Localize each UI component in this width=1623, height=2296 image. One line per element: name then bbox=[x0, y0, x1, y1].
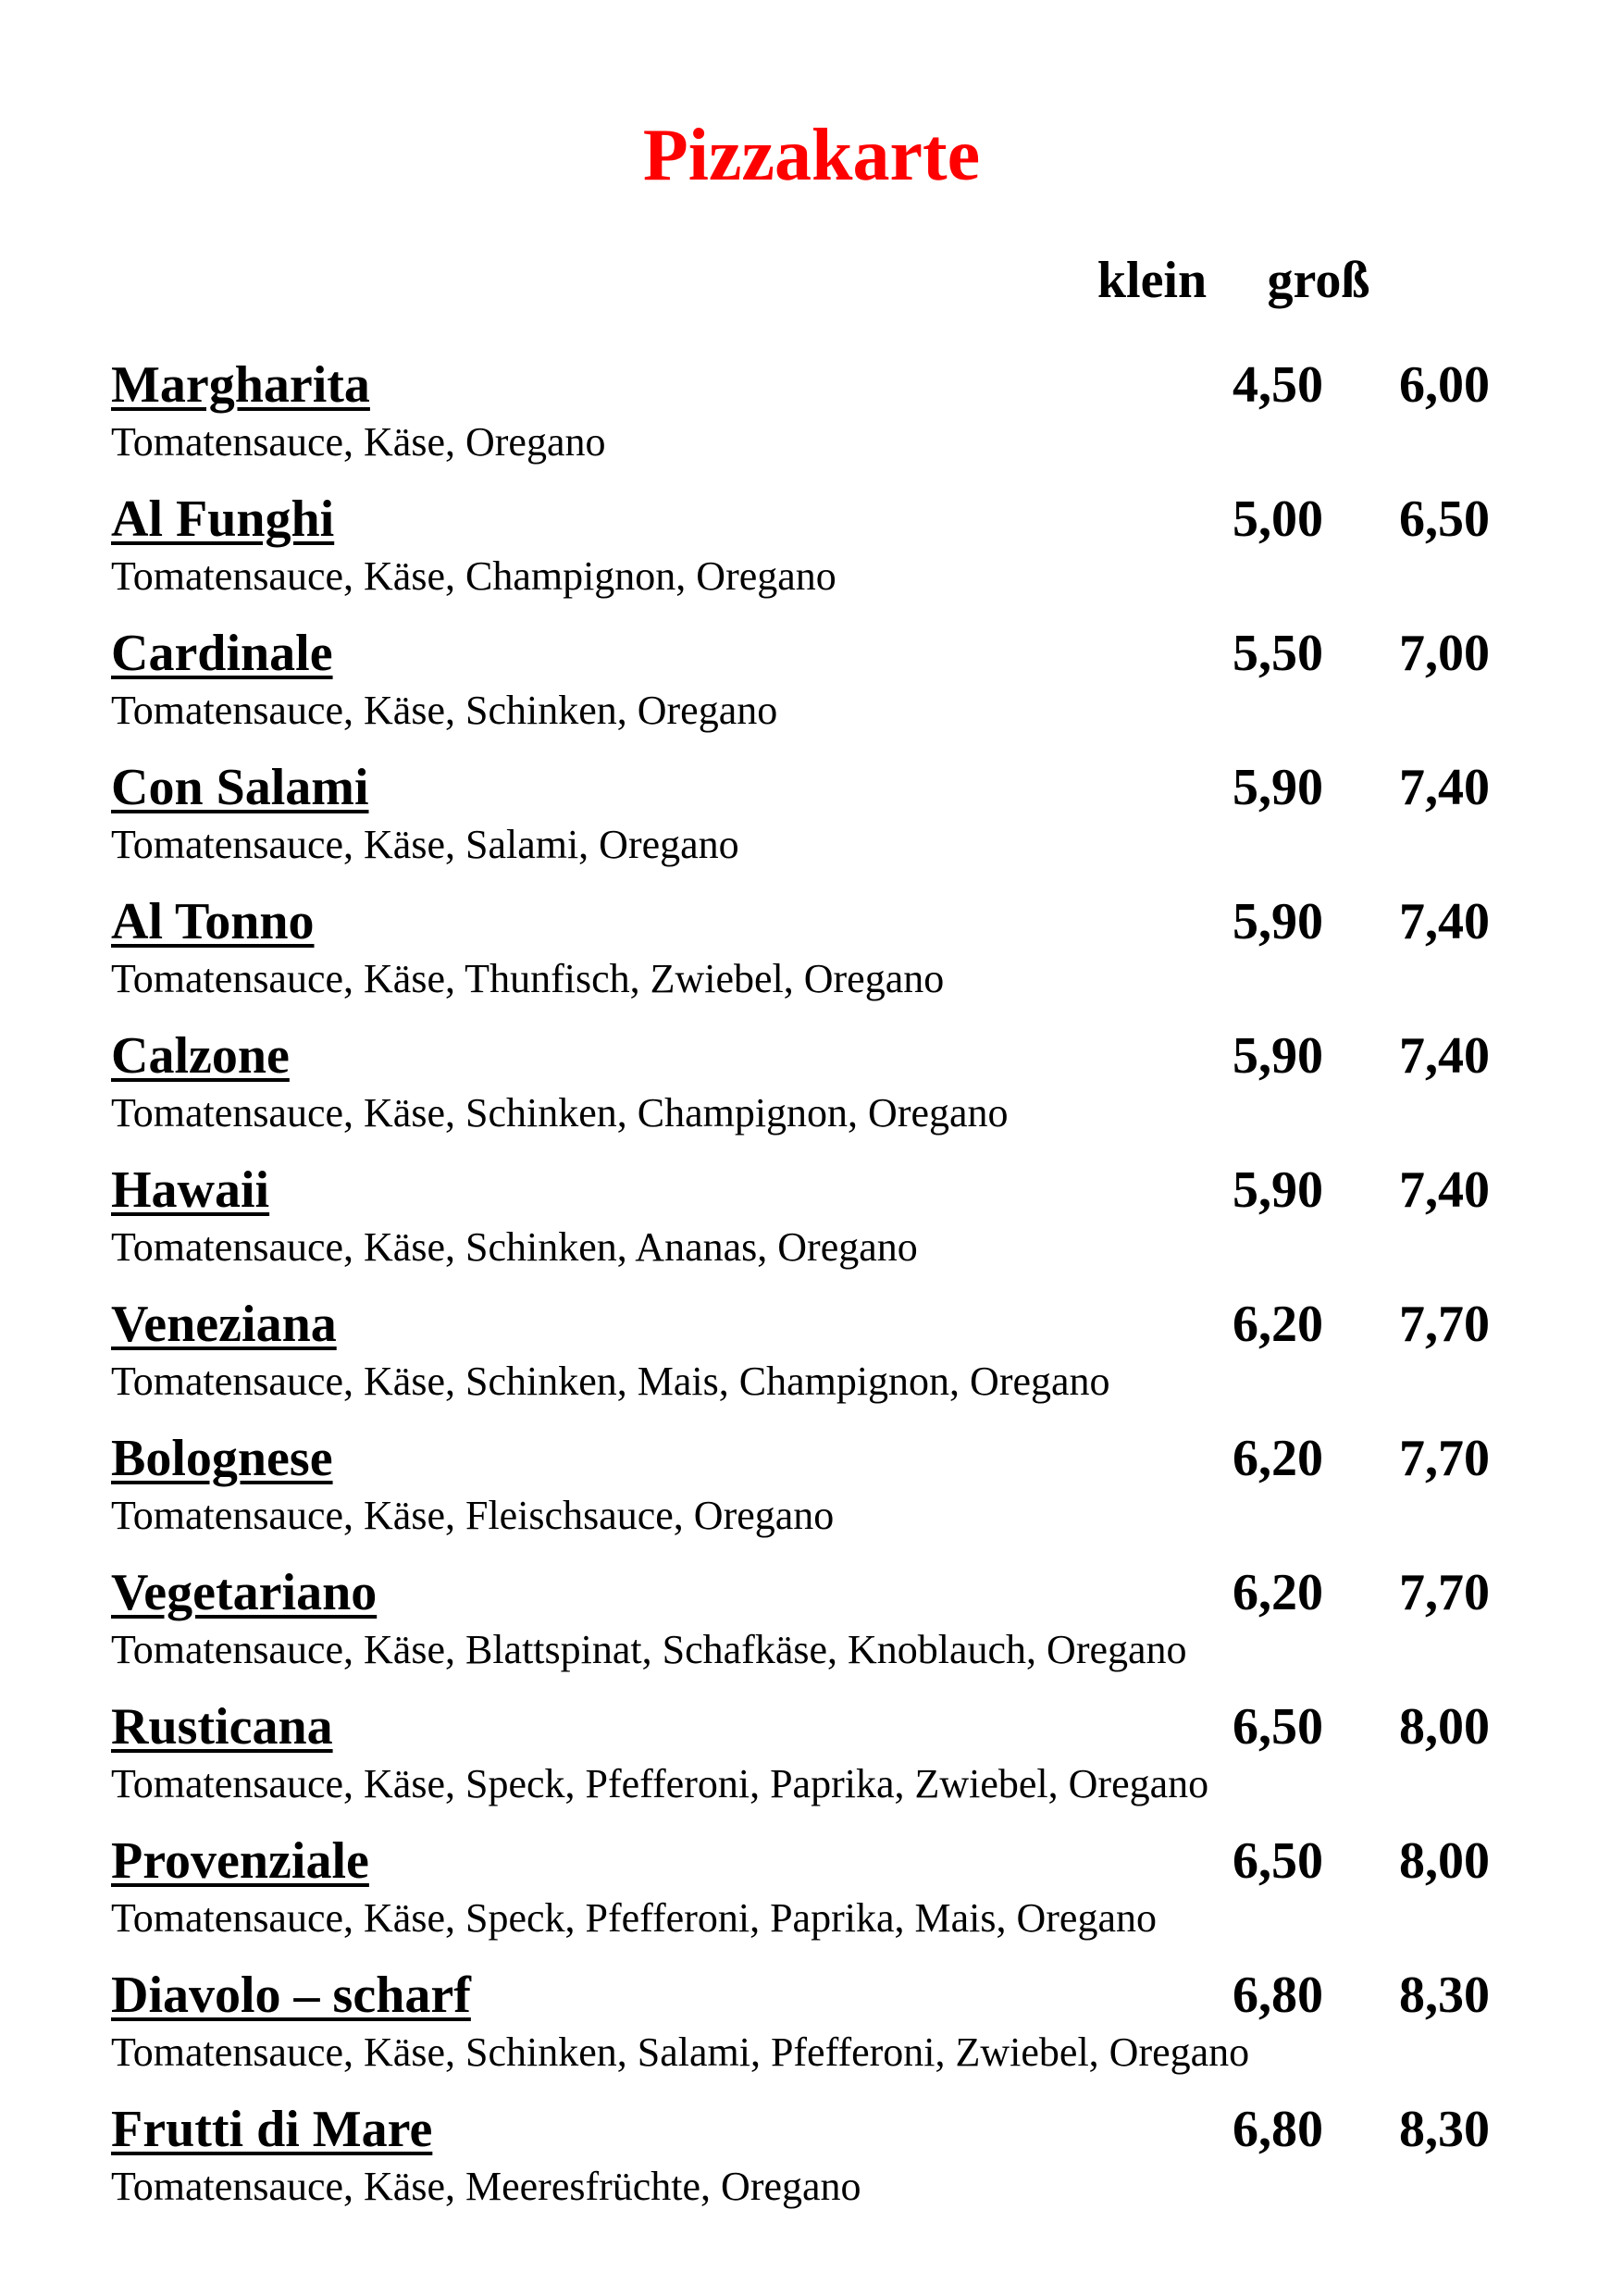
menu-item bbox=[111, 1427, 1518, 1561]
price-small: 6,50 bbox=[1233, 1832, 1323, 1890]
pizza-ingredients: Tomatensauce, Käse, Schinken, Mais, Champignon, Oregano bbox=[111, 1359, 1110, 1404]
pizza-name: Al Tonno bbox=[111, 893, 315, 950]
pizza-name: Provenziale bbox=[111, 1832, 369, 1890]
price-large: 6,50 bbox=[1399, 490, 1490, 548]
pizza-name: Cardinale bbox=[111, 625, 333, 682]
price-small: 6,20 bbox=[1233, 1296, 1323, 1353]
pizza-name: Con Salami bbox=[111, 759, 369, 816]
pizza-ingredients: Tomatensauce, Käse, Meeresfrüchte, Oregano bbox=[111, 2164, 861, 2209]
pizza-ingredients: Tomatensauce, Käse, Oregano bbox=[111, 419, 606, 465]
menu-item bbox=[111, 488, 1518, 622]
menu-item bbox=[111, 890, 1518, 1024]
pizza-ingredients: Tomatensauce, Käse, Speck, Pfefferoni, Paprika, Mais, Oregano bbox=[111, 1895, 1157, 1941]
price-small: 5,90 bbox=[1233, 893, 1323, 950]
price-large: 7,00 bbox=[1399, 625, 1490, 682]
menu-item bbox=[111, 622, 1518, 756]
price-small: 4,50 bbox=[1233, 356, 1323, 414]
price-large: 8,30 bbox=[1399, 2101, 1490, 2158]
menu-item bbox=[111, 1024, 1518, 1159]
menu-item bbox=[111, 1561, 1518, 1695]
price-large: 7,70 bbox=[1399, 1564, 1490, 1621]
pizza-name: Frutti di Mare bbox=[111, 2101, 433, 2158]
price-small: 6,20 bbox=[1233, 1430, 1323, 1487]
price-large: 8,00 bbox=[1399, 1832, 1490, 1890]
price-large: 8,00 bbox=[1399, 1698, 1490, 1756]
column-header-small: klein bbox=[1096, 252, 1208, 309]
pizza-name: Veneziana bbox=[111, 1296, 337, 1353]
menu-item bbox=[111, 1695, 1518, 1830]
price-large: 7,40 bbox=[1399, 1161, 1490, 1219]
price-small: 5,90 bbox=[1233, 1027, 1323, 1085]
pizza-ingredients: Tomatensauce, Käse, Fleischsauce, Oregano bbox=[111, 1493, 835, 1538]
menu-item bbox=[111, 1830, 1518, 1964]
price-small: 6,80 bbox=[1233, 1967, 1323, 2024]
price-large: 7,40 bbox=[1399, 759, 1490, 816]
column-header-large: groß bbox=[1267, 252, 1370, 309]
pizza-ingredients: Tomatensauce, Käse, Schinken, Champignon, Oregano bbox=[111, 1090, 1009, 1136]
price-large: 7,70 bbox=[1399, 1296, 1490, 1353]
pizza-ingredients: Tomatensauce, Käse, Schinken, Salami, Pfefferoni, Zwiebel, Oregano bbox=[111, 2029, 1250, 2075]
pizza-ingredients: Tomatensauce, Käse, Speck, Pfefferoni, Paprika, Zwiebel, Oregano bbox=[111, 1761, 1209, 1806]
price-small: 5,90 bbox=[1233, 1161, 1323, 1219]
pizza-name: Rusticana bbox=[111, 1698, 333, 1756]
price-small: 6,20 bbox=[1233, 1564, 1323, 1621]
price-large: 8,30 bbox=[1399, 1967, 1490, 2024]
pizza-name: Bolognese bbox=[111, 1430, 333, 1487]
pizza-ingredients: Tomatensauce, Käse, Schinken, Oregano bbox=[111, 688, 778, 733]
menu-item bbox=[111, 2098, 1518, 2232]
pizza-ingredients: Tomatensauce, Käse, Salami, Oregano bbox=[111, 822, 739, 867]
price-small: 5,00 bbox=[1233, 490, 1323, 548]
pizza-name: Margharita bbox=[111, 356, 370, 414]
pizza-ingredients: Tomatensauce, Käse, Blattspinat, Schafkäse, Knoblauch, Oregano bbox=[111, 1627, 1187, 1672]
price-large: 7,70 bbox=[1399, 1430, 1490, 1487]
menu-item bbox=[111, 1964, 1518, 2098]
pizza-name: Vegetariano bbox=[111, 1564, 378, 1621]
pizza-ingredients: Tomatensauce, Käse, Champignon, Oregano bbox=[111, 553, 836, 599]
menu-item bbox=[111, 1159, 1518, 1293]
pizza-menu-list bbox=[111, 354, 1518, 2232]
pizza-ingredients: Tomatensauce, Käse, Thunfisch, Zwiebel, Oregano bbox=[111, 956, 945, 1001]
pizza-name: Calzone bbox=[111, 1027, 290, 1085]
menu-item bbox=[111, 1293, 1518, 1427]
price-small: 5,50 bbox=[1233, 625, 1323, 682]
price-large: 7,40 bbox=[1399, 1027, 1490, 1085]
price-large: 6,00 bbox=[1399, 356, 1490, 414]
page-title: Pizzakarte bbox=[642, 115, 981, 196]
pizza-ingredients: Tomatensauce, Käse, Schinken, Ananas, Oregano bbox=[111, 1224, 918, 1270]
menu-item bbox=[111, 354, 1518, 488]
price-small: 6,50 bbox=[1233, 1698, 1323, 1756]
pizza-name: Al Funghi bbox=[111, 490, 335, 548]
price-small: 5,90 bbox=[1233, 759, 1323, 816]
pizza-name: Diavolo – scharf bbox=[111, 1967, 471, 2024]
price-small: 6,80 bbox=[1233, 2101, 1323, 2158]
pizza-name: Hawaii bbox=[111, 1161, 270, 1219]
price-large: 7,40 bbox=[1399, 893, 1490, 950]
menu-item bbox=[111, 756, 1518, 890]
